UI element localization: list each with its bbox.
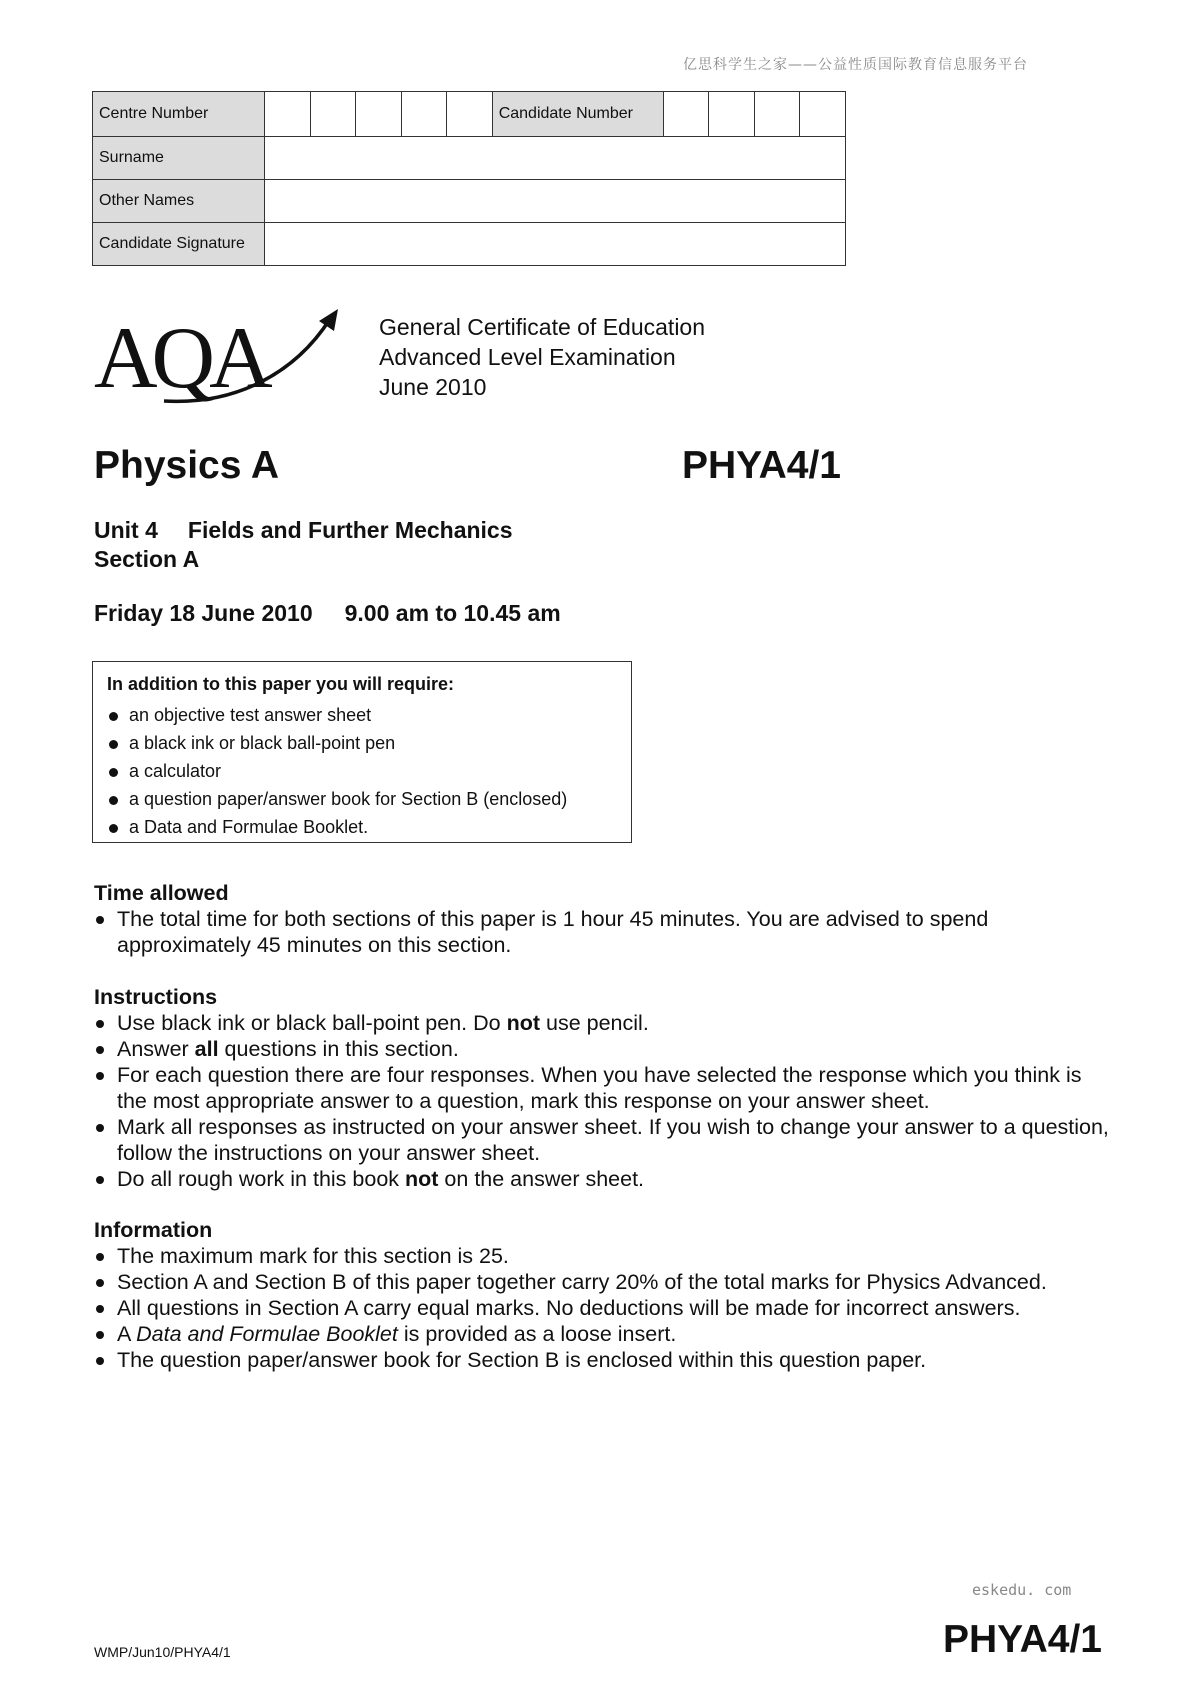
bullet-icon [109, 740, 118, 749]
requirements-heading: In addition to this paper you will require: [107, 674, 455, 694]
time-allowed-item: The total time for both sections of this paper is 1 hour 45 minutes. You are advised to spend approximately 45 minutes on this section. [94, 906, 1114, 958]
qualification-line: Advanced Level Examination [379, 344, 676, 370]
instructions-heading: Instructions [94, 985, 218, 1009]
centre-number-cell[interactable] [401, 92, 447, 137]
information-item: The maximum mark for this section is 25. [94, 1243, 1114, 1269]
bullet-icon [96, 1279, 104, 1287]
aqa-logo-text: AQA [94, 310, 267, 405]
instructions-section [94, 984, 1114, 1192]
aqa-logo [94, 305, 344, 405]
qualification-line: General Certificate of Education [379, 314, 706, 340]
bullet-icon [96, 1305, 104, 1313]
information-item: The question paper/answer book for Section B is enclosed within this question paper. [94, 1347, 1114, 1373]
bullet-icon [96, 1331, 104, 1339]
bullet-icon [109, 824, 118, 833]
requirements-box [92, 661, 632, 843]
information-section [94, 1217, 1114, 1373]
centre-number-cell[interactable] [310, 92, 356, 137]
unit-block [94, 516, 513, 574]
other-names-label: Other Names [93, 180, 265, 223]
requirement-item: an objective test answer sheet [107, 701, 631, 729]
unit-number: Unit 4 [94, 517, 158, 543]
candidate-number-cell[interactable] [800, 92, 846, 137]
time-allowed-section [94, 880, 1114, 958]
signature-field[interactable] [265, 223, 846, 266]
qualification-block [379, 312, 705, 402]
requirement-item: a black ink or black ball-point pen [107, 729, 631, 757]
candidate-number-label: Candidate Number [492, 92, 663, 137]
information-item: All questions in Section A carry equal marks. No deductions will be made for incorrect answers. [94, 1295, 1114, 1321]
watermark-bottom: eskedu. com [972, 1581, 1072, 1599]
signature-label: Candidate Signature [93, 223, 265, 266]
centre-number-cell[interactable] [265, 92, 311, 137]
exam-date: Friday 18 June 2010 [94, 600, 313, 626]
other-names-field[interactable] [265, 180, 846, 223]
instruction-item: Do all rough work in this book not on the answer sheet. [94, 1166, 1114, 1192]
centre-number-label: Centre Number [93, 92, 265, 137]
information-item: Section A and Section B of this paper together carry 20% of the total marks for Physics Advanced. [94, 1269, 1114, 1295]
surname-field[interactable] [265, 137, 846, 180]
time-allowed-heading: Time allowed [94, 881, 229, 905]
instruction-item: Answer all questions in this section. [94, 1036, 1114, 1062]
section-label: Section A [94, 546, 200, 572]
bullet-icon [96, 916, 104, 924]
bullet-icon [96, 1357, 104, 1365]
qualification-line: June 2010 [379, 374, 487, 400]
candidate-details-box [92, 91, 846, 266]
centre-number-cell[interactable] [356, 92, 402, 137]
instruction-item: Mark all responses as instructed on your answer sheet. If you wish to change your answer to a question, follow the instructions on your answer sheet. [94, 1114, 1114, 1166]
bullet-icon [96, 1046, 104, 1054]
bullet-icon [96, 1020, 104, 1028]
instruction-item: Use black ink or black ball-point pen. Do not use pencil. [94, 1010, 1114, 1036]
exam-time: 9.00 am to 10.45 am [344, 600, 561, 626]
bullet-icon [109, 768, 118, 777]
surname-label: Surname [93, 137, 265, 180]
information-item: A Data and Formulae Booklet is provided as a loose insert. [94, 1321, 1114, 1347]
information-heading: Information [94, 1218, 213, 1242]
candidate-number-cell[interactable] [754, 92, 800, 137]
instruction-item: For each question there are four responses. When you have selected the response which you think is the most appropriate answer to a question, mark this response on your answer sheet. [94, 1062, 1114, 1114]
bullet-icon [96, 1253, 104, 1261]
footer-paper-code: PHYA4/1 [943, 1618, 1102, 1661]
watermark-top: 亿思科学生之家——公益性质国际教育信息服务平台 [683, 57, 1028, 73]
requirement-item: a Data and Formulae Booklet. [107, 813, 631, 841]
centre-number-cell[interactable] [447, 92, 493, 137]
bullet-icon [96, 1176, 104, 1184]
subject-title: Physics A [94, 444, 279, 487]
footer-reference: WMP/Jun10/PHYA4/1 [94, 1644, 231, 1660]
candidate-number-cell[interactable] [709, 92, 755, 137]
bullet-icon [96, 1124, 104, 1132]
unit-name: Fields and Further Mechanics [187, 517, 513, 543]
bullet-icon [109, 712, 118, 721]
candidate-number-cell[interactable] [663, 92, 709, 137]
paper-code-header: PHYA4/1 [682, 444, 841, 487]
exam-datetime [94, 600, 561, 627]
bullet-icon [96, 1072, 104, 1080]
requirement-item: a question paper/answer book for Section B (enclosed) [107, 785, 631, 813]
bullet-icon [109, 796, 118, 805]
requirement-item: a calculator [107, 757, 631, 785]
